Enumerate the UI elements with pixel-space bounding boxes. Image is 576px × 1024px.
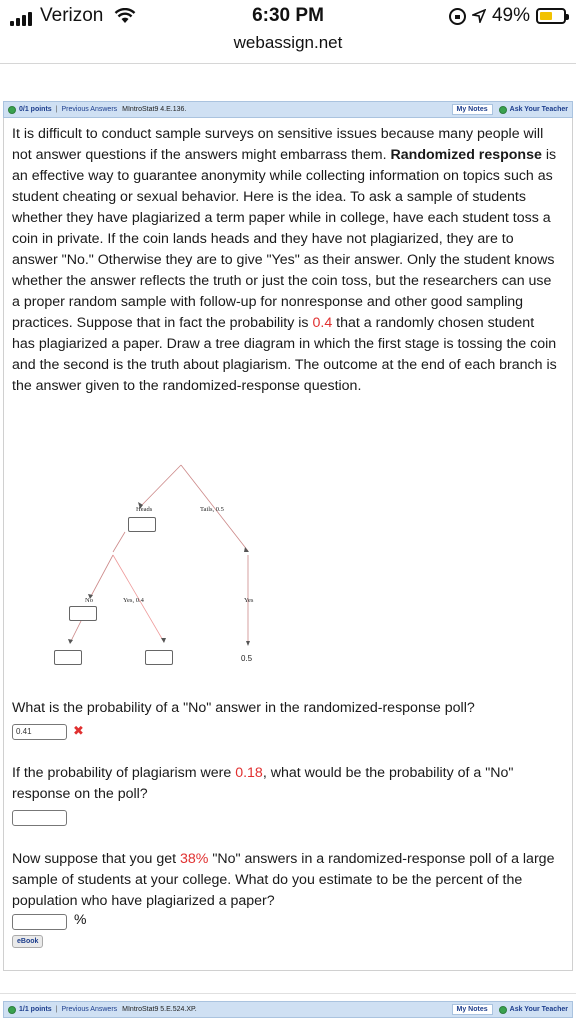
- tails-label: Tails, 0.5: [200, 506, 224, 513]
- heads-label: Heads: [136, 506, 153, 513]
- incorrect-icon: ✖: [73, 723, 84, 738]
- no-label: No: [85, 597, 93, 604]
- ebook-button[interactable]: eBook: [12, 935, 43, 948]
- tree-answer-leaf-1[interactable]: [54, 650, 82, 665]
- my-notes-button[interactable]: My Notes: [452, 104, 493, 115]
- question-header: 0/1 points | Previous Answers MIntroStat9 4.E.136. My Notes Ask Your Teacher: [3, 101, 573, 118]
- plus-icon: [499, 1006, 507, 1014]
- carrier-name: Verizon: [40, 5, 104, 26]
- previous-answers-link[interactable]: Previous Answers: [61, 106, 118, 113]
- my-notes-button[interactable]: My Notes: [452, 1004, 493, 1015]
- tree-answer-no[interactable]: [69, 606, 97, 621]
- points-label: 1/1 points: [19, 1006, 52, 1013]
- yes-label: Yes: [244, 597, 254, 604]
- tree-answer-heads[interactable]: [128, 517, 156, 532]
- status-dot-icon: [8, 1006, 16, 1014]
- part-b-question: If the probability of plagiarism were 0.18, what would be the probability of a "No" response on the poll?: [12, 765, 514, 802]
- key-term: Randomized response: [390, 147, 542, 163]
- ask-teacher-button[interactable]: Ask Your Teacher: [499, 106, 568, 114]
- location-icon: [472, 9, 486, 23]
- status-dot-icon: [8, 106, 16, 114]
- yes-prob-label: Yes, 0.4: [123, 597, 144, 604]
- battery-icon: [536, 8, 566, 24]
- part-b-answer-field[interactable]: [12, 810, 67, 826]
- points-label: 0/1 points: [19, 106, 52, 113]
- url-bar[interactable]: webassign.net: [233, 33, 343, 52]
- divider: [0, 63, 576, 64]
- plus-icon: [499, 106, 507, 114]
- question-header-2: 1/1 points | Previous Answers MIntroStat9 5.E.524.XP. My Notes Ask Your Teacher: [3, 1001, 573, 1018]
- question-code: MIntroStat9 5.E.524.XP.: [122, 1006, 197, 1013]
- clock: 6:30 PM: [252, 5, 324, 26]
- question-code: MIntroStat9 4.E.136.: [122, 106, 187, 113]
- battery-percent: 49%: [491, 5, 530, 26]
- part-a-question: What is the probability of a "No" answer in the randomized-response poll?: [12, 700, 475, 716]
- no-answer-percent: 38%: [180, 851, 209, 867]
- part-c-question: Now suppose that you get 38% "No" answers in a randomized-response poll of a large sample of students at your college. What do you estimate to be the percent of the population who have plagiarized a paper?: [12, 851, 555, 909]
- part-a-answer-field[interactable]: 0.41: [12, 724, 67, 740]
- tree-answer-leaf-2[interactable]: [145, 650, 173, 665]
- leaf-probability: 0.5: [241, 654, 253, 663]
- previous-answers-link[interactable]: Previous Answers: [61, 1006, 118, 1013]
- probability-value: 0.4: [312, 315, 333, 331]
- tree-diagram: [50, 455, 280, 675]
- plagiarism-probability: 0.18: [235, 765, 263, 781]
- part-c-answer-field[interactable]: [12, 914, 67, 930]
- problem-text: It is difficult to conduct sample surveys on sensitive issues because many people will not answer questions if the answers might embarrass them. Randomized response is an effective way to guarantee anonymity while collecting information on topics such as student cheating or sexual behavior. Here is the idea. To ask a sample of students whether they have plagiarized a term paper while in college, have each student toss a coin in private. If the coin lands heads and they have not plagiarized, they are to answer "No." Otherwise they are to give "Yes" as their answer. Only the student knows whether the answer reflects the truth or just the coin toss, but the researchers can use a proper random sample with follow-up for nonresponse and other good sampling practices. Suppose that in fact the probability is 0.4 that a randomly chosen student has plagiarized a paper. Draw a tree diagram in which the first stage is tossing the coin and the second is the truth about plagiarism. The outcome at the end of each branch is the answer given to the randomized-response question.: [12, 126, 557, 394]
- rotation-lock-icon: [449, 8, 466, 25]
- status-bar: [0, 0, 576, 34]
- divider: [0, 993, 576, 994]
- percent-unit: %: [74, 911, 87, 927]
- ask-teacher-button[interactable]: Ask Your Teacher: [499, 1006, 568, 1014]
